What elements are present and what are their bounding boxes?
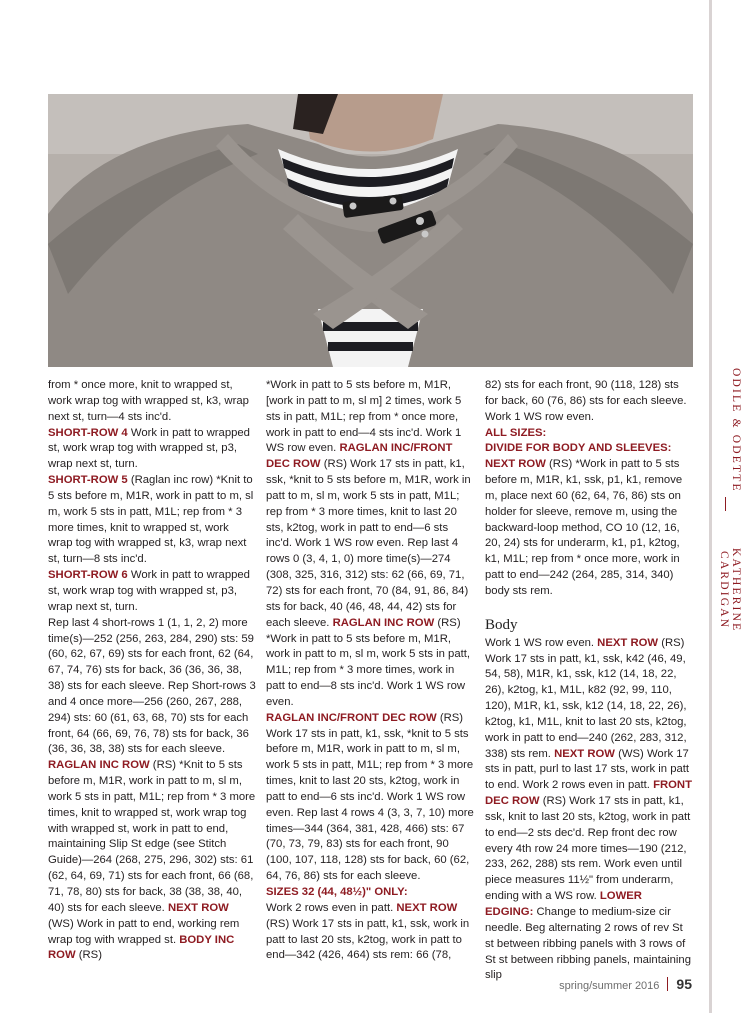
col3-all-sizes: ALL SIZES:	[485, 426, 547, 439]
text-column-2	[266, 378, 474, 964]
col2-sizes-heading: SIZES 32 (44, 48½)" ONLY:	[266, 886, 408, 898]
col2-para-3: Work 2 rows even in patt. NEXT ROW (RS) Work 17 sts in patt, k1, ssk, work in patt to last 20 sts, k2tog, work in patt to end—342 (426, 464) sts rem: 66 (78,	[266, 901, 470, 962]
text-column-3	[485, 378, 693, 984]
col1-para-3: SHORT-ROW 5 (Raglan inc row) *Knit to 5 sts before m, M1R, work in patt to m, sl m, work 5 sts in patt, M1L; rep from * 3 more times, knit to wrapped st, work wrap tog with wrapped st, k3, wrap next st, turn—8 sts inc'd.	[48, 474, 254, 566]
col1-para-5: Rep last 4 short-rows 1 (1, 1, 2, 2) more time(s)—252 (256, 263, 284, 290) sts: 59 (60, 62, 67, 69) sts for each front, 62 (64, 67, 74, 76) sts for back, 36 (36, 36, 38, 38) sts for each sleeve. Rep Short-rows 3 and 4 once more—256 (260, 267, 288, 294) sts: 60 (61, 63, 68, 70) sts for each front, 64 (66, 69, 76, 78) sts for back, 36 (36, 36, 38, 38) sts for each sleeve. RAGLAN INC ROW (RS) *Knit to 5 sts before m, M1R, work in patt to m, sl m, work 5 sts in patt, M1L; rep from * 3 more times, knit to wrapped st, work wrap tog with wrapped st, work in patt to end, maintaining Slip St edge (see Stitch Guide)—264 (268, 275, 296, 302) sts: 61 (62, 64, 69, 71) sts for each front, 66 (68, 71, 78, 80) sts for back, 38 (38, 38, 40, 40) sts for each sleeve. NEXT ROW (WS) Work in patt to end, working rem wrap tog with wrapped st. BODY INC ROW (RS)	[48, 616, 256, 962]
col1-para-1: from * once more, knit to wrapped st, work wrap tog with wrapped st, k3, wrap next st, turn—4 sts inc'd.	[48, 379, 249, 423]
body-para: Work 1 WS row even. NEXT ROW (RS) Work 17 sts in patt, k1, ssk, k42 (46, 49, 54, 58), M1R, k1, ssk, k12 (14, 18, 22, 26), k2tog, k1, M1L, k82 (92, 99, 110, 120), M1R, k1, ssk, k12 (14, 18, 22, 26), k2tog, k1, M1L, knit to last 20 sts, k2tog, work in patt to end—240 (262, 283, 312, 338) sts rem. NEXT ROW (WS) Work 17 sts in patt, purl to last 17 sts, work in patt to end. Work 2 rows even in patt. FRONT DEC ROW (RS) Work 17 sts in patt, k1, ssk, knit to last 20 sts, k2tog, work in patt to end—2 sts dec'd. Rep front dec row every 4th row 24 more times—190 (212, 233, 262, 288) sts rem. Work even until piece measures 11½" from underarm, ending with a WS row. LOWER EDGING: Change to medium-size cir needle. Beg alternating 2 rows of rev St st between ribbing panels with 3 rows of St st between ribbing panels, maintaining slip	[485, 636, 692, 982]
col2-para-2: RAGLAN INC/FRONT DEC ROW (RS) Work 17 sts in patt, k1, ssk, *knit to 5 sts before m, M1R, work in patt to m, sl m, work 5 sts in patt, M1L; rep from * 3 more times, knit to last 20 sts, k2tog, work in patt to end—6 sts inc'd. Work 1 WS row even. Rep last 4 rows 4 (3, 3, 7, 10) more times—344 (364, 381, 428, 466) sts: 67 (70, 73, 79, 83) sts for each front, 90 (100, 107, 118, 128) sts for back, 60 (62, 64, 76, 86) sts for each sleeve.	[266, 711, 474, 883]
sidebar-title: ODILE & ODETTE	[730, 367, 742, 493]
issue-label: spring/summer 2016	[559, 980, 660, 992]
body-heading: Body	[485, 616, 518, 633]
page-footer	[559, 976, 692, 992]
page-number: 95	[676, 976, 692, 992]
sweater-photo	[48, 94, 693, 367]
col2-para-1: *Work in patt to 5 sts before m, M1R, [work in patt to m, sl m] 2 times, work 5 sts in patt, M1L; rep from * once more, work in patt to end—4 sts inc'd. Work 1 WS row even. RAGLAN INC/FRONT DEC ROW (RS) Work 17 sts in patt, k1, ssk, *knit to 5 sts before m, M1R, work in patt to m, sl m, work 5 sts in patt, M1L; rep from * 3 more times, knit to last 20 sts, k2tog, work in patt to end—6 sts inc'd. Work 1 WS row even. Rep last 4 rows 0 (3, 4, 1, 0) more time(s)—274 (308, 325, 316, 312) sts: 62 (66, 69, 71, 72) sts for each front, 70 (84, 91, 86, 84) sts for back, 40 (46, 48, 44, 42) sts for each sleeve. RAGLAN INC ROW (RS) *Work in patt to 5 sts before m, M1R, work in patt to m, sl m, work 5 sts in patt, M1L; rep from * 3 more times, work in patt to end—8 sts inc'd. Work 1 WS row even.	[266, 379, 471, 708]
col1-para-4: SHORT-ROW 6 Work in patt to wrapped st, work wrap tog with wrapped st, p3, wrap next st, turn.	[48, 569, 250, 613]
page-sidebar	[709, 0, 750, 1013]
col1-para-2: SHORT-ROW 4 Work in patt to wrapped st, work wrap tog with wrapped st, p3, wrap next st, turn.	[48, 426, 250, 471]
col3-para-1: 82) sts for each front, 90 (118, 128) sts for back, 60 (76, 86) sts for each sleeve. Work 1 WS row even.	[485, 379, 687, 423]
cardigan-illustration	[48, 94, 693, 367]
footer-separator	[667, 977, 668, 991]
text-column-1	[48, 378, 256, 964]
col3-para-2: DIVIDE FOR BODY AND SLEEVES: NEXT ROW (RS) *Work in patt to 5 sts before m, M1R, k1, ssk, p1, k1, remove m, place next 60 (62, 64, 76, 86) sts on holder for sleeve, remove m, using the backward-loop method, CO 10 (12, 16, 20, 24) sts for underarm, k1, p1, k2tog, k1, M1L; rep from * once more, work in patt to end—242 (264, 285, 314, 340) body sts rem.	[485, 442, 683, 597]
sidebar-separator	[725, 497, 726, 511]
sidebar-subtitle: KATHERINE CARDIGAN	[718, 547, 742, 633]
